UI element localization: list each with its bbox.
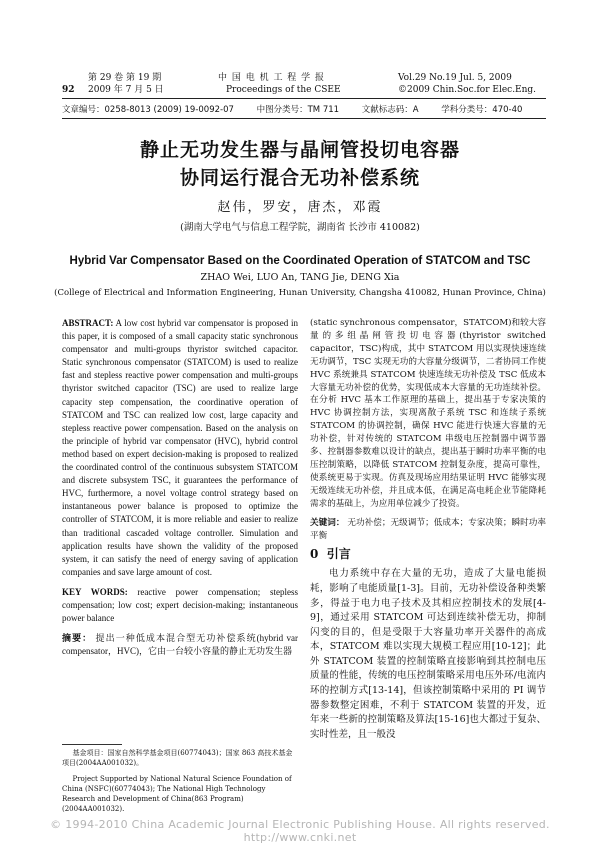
abstract-cn-start-text: 提出一种低成本混合型无功补偿系统(hybrid var compensator，HVC)，它由一台较小容量的静止无功发生器 <box>62 633 298 657</box>
header-issue: 第 29 卷 第 19 期 <box>88 73 162 83</box>
header-volume: Vol.29 No.19 Jul. 5, 2009 <box>398 73 512 83</box>
watermark: © 1994-2010 China Academic Journal Electronic Publishing House. All rights reserved. http://www.cnki.net <box>50 818 550 844</box>
title-cn-line1: 静止无功发生器与晶闸管投切电容器 <box>139 139 460 161</box>
affiliation-en: (College of Electrical and Information Engineering, Hunan University, Changsha 410082, Hunan Province, China) <box>54 288 546 298</box>
keywords-cn-label: 关键词： <box>310 517 345 528</box>
subject-code: 学科分类号：470-40 <box>441 105 523 115</box>
abstract-label: ABSTRACT: <box>62 318 114 328</box>
meta-rule <box>62 118 546 119</box>
section-number: 0 <box>310 547 319 562</box>
footnote-rule <box>62 744 122 745</box>
left-column <box>62 317 298 658</box>
document-code: 文献标志码：A <box>361 105 419 115</box>
page-number: 92 <box>62 85 75 95</box>
footnote-fund-en: Project Supported by National Natural Science Foundation of China (NSFC)(60774043); The National High Technology Research and Development of China(863 Program)(2004AA001032). <box>62 775 292 813</box>
abstract-en <box>62 317 298 579</box>
keywords-cn <box>310 517 546 543</box>
footnote-fund-cn: 基金项目：国家自然科学基金项目(60774043)；国家 863 高技术基金项目(2004AA001032)。 <box>62 749 293 767</box>
authors-en: ZHAO Wei, LUO An, TANG Jie, DENG Xia <box>200 272 400 283</box>
authors-cn: 赵伟，罗安，唐杰，邓霞 <box>217 200 383 215</box>
section-title: 引言 <box>326 547 351 562</box>
abstract-cn-start <box>62 632 298 658</box>
affiliation-cn: (湖南大学电气与信息工程学院，湖南省 长沙市 410082) <box>180 222 420 233</box>
abstract-cn-label: 摘要： <box>62 633 93 644</box>
article-meta <box>62 103 546 115</box>
journal-name-en: Proceedings of the CSEE <box>226 85 341 95</box>
keywords-en <box>62 586 298 625</box>
header-copyright: ©2009 Chin.Soc.for Elec.Eng. <box>398 85 537 95</box>
keywords-text: reactive power compensation; stepless compensation; low cost; expert decision-making; instantaneous power balance <box>62 586 298 624</box>
section-heading <box>310 548 546 561</box>
header-date: 2009 年 7 月 5 日 <box>88 85 164 95</box>
intro-paragraph: 电力系统中存在大量的无功，造成了大量电能损耗，影响了电能质量[1-3]。目前，无功补偿设备种类繁多，得益于电力电子技术及其相应控制技术的发展[4-9]，通过采用 STATCOM 可达到连续补偿无功，抑制闪变的目的，但是受限于大容量功率开关器件的高成本，STATCOM 难以实现大规模工程应用[10-12]；此外 STATCOM 装置的控制策略直接影响到其控制电压质量的性能，传统的电压控制策略采用电压外环/电流内环的控制方式[13-14]，但该控制策略中采用的 PI 调节器参数整定困难，不利于 STATCOM 装置的开发，近年来一些新的控制策略及算法[15-16]也大都过于复杂、实时性差，且一般没 <box>310 568 546 740</box>
keywords-label: KEY WORDS: <box>62 586 128 597</box>
journal-name-cn: 中 国 电 机 工 程 学 报 <box>218 73 326 83</box>
footnote <box>62 748 298 814</box>
keywords-cn-text: 无功补偿；无级调节；低成本；专家决策；瞬时功率平衡 <box>310 517 546 541</box>
right-column <box>310 317 546 742</box>
title-cn-line2: 协同运行混合无功补偿系统 <box>179 167 420 189</box>
article-number: 文章编号：0258-8013 (2009) 19-0092-07 <box>62 105 234 115</box>
title-en: Hybrid Var Compensator Based on the Coordinated Operation of STATCOM and TSC <box>69 255 531 267</box>
abstract-text: A low cost hybrid var compensator is proposed in this paper, it is composed of a small capacity static synchronous compensator and multi-groups thyristor switched capacitor. Static synchronous compensator (STATCOM) is used to realize fast and stepless reactive power compensation and multi-groups thyristor switched capacitor (TSC) are used to realize large capacity step compensation, the coordinative operation of STATCOM and TSC can realized low cost, large capacity and stepless reactive power compensation. Based on the analysis on the principle of hybrid var compensator (HVC), hybrid control method based on expert decision-making is proposed to realized the coordinated control of the continuous subsystem STATCOM and discrete subsystem TSC, it guarantees the performance of HVC, furthermore, a novel voltage control strategy based on instantaneous power balance is proposed to optimize the controller of STATCOM, it is more reliable and easier to realize than traditional cascaded voltage controller. Simulation and application results have shown the validity of the proposed system, it can satisfy the need of energy saving of application companies and save large amount of cost. <box>62 318 298 577</box>
abstract-cn-continued: (static synchronous compensator，STATCOM)和较大容量的多组晶闸管投切电容器(thyristor switched capacitor，TSC)构成，其中 STATCOM 用以实现快速连续无功调节，TSC 实现无功的大容量分级调节，二者协同工作使 HVC 系统兼具 STATCOM 快速连续无功补偿及 TSC 低成本大容量无功补偿的优势，实现低成本大容量的无功连续补偿。在分析 HVC 基本工作原理的基础上，提出基于专家决策的 HVC 协调控制方法，实现离散子系统 TSC 和连续子系统 STATCOM 的协调控制，确保 HVC 能进行快速大容量的无功补偿，针对传统的 STATCOM 串级电压控制器中调节器多、控制器参数难以设计的缺点，提出基于瞬时功率平衡的电压控制策略，以降低 STATCOM 控制复杂度，提高可靠性，使系统更易于实现。仿真及现场应用结果证明 HVC 能够实现无级连续无功补偿，并且成本低，在满足高电耗企业节能降耗需求的基础上，为应用单位减少了投资。 <box>310 318 546 509</box>
clc-number: 中图分类号：TM 711 <box>256 105 340 115</box>
header-rule <box>62 98 546 99</box>
